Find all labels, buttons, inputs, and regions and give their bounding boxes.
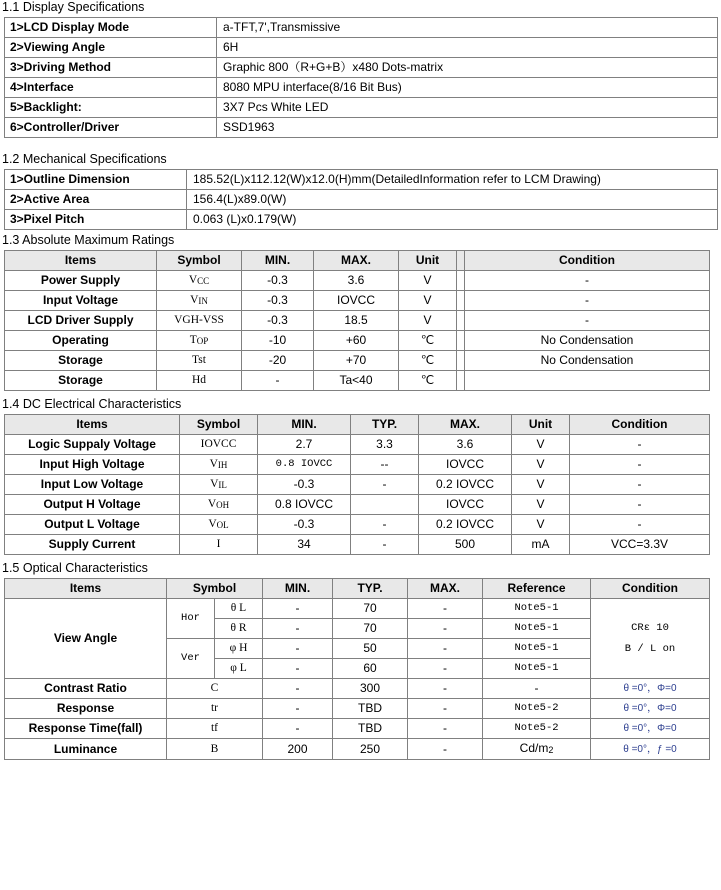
dc-typ xyxy=(351,495,419,515)
display-row-value: 6H xyxy=(217,38,718,58)
dc-min: 0.8 IOVCC xyxy=(258,455,351,475)
table-row xyxy=(5,271,710,291)
optical-min: - xyxy=(263,719,333,739)
optical-item: Luminance xyxy=(5,739,167,760)
section-title-display: 1.1 Display Specifications xyxy=(2,0,145,14)
absmax-item: Power Supply xyxy=(5,271,157,291)
optical-reference: Note5-1 xyxy=(483,619,591,639)
col-condition: Condition xyxy=(570,415,710,435)
table-row xyxy=(5,475,710,495)
dc-min: 0.8 IOVCC xyxy=(258,495,351,515)
dc-symbol: VOH xyxy=(180,495,258,515)
mechanical-row-label: 3>Pixel Pitch xyxy=(5,210,187,230)
table-row xyxy=(5,98,718,118)
optical-characteristics-table xyxy=(4,578,710,760)
col-symbol: Symbol xyxy=(180,415,258,435)
table-row xyxy=(5,371,710,391)
table-row xyxy=(5,699,710,719)
col-condition: Condition xyxy=(591,579,710,599)
table-row xyxy=(5,38,718,58)
optical-reference: Note5-1 xyxy=(483,599,591,619)
table-row xyxy=(5,118,718,138)
optical-max: - xyxy=(408,719,483,739)
absmax-min: -0.3 xyxy=(242,311,314,331)
section-title-optical: 1.5 Optical Characteristics xyxy=(2,561,148,575)
absmax-symbol: TOP xyxy=(157,331,242,351)
absmax-condition: - xyxy=(465,271,710,291)
col-condition: Condition xyxy=(465,251,710,271)
table-row xyxy=(5,58,718,78)
optical-view-angle-label: View Angle xyxy=(5,599,167,679)
optical-min: - xyxy=(263,659,333,679)
absmax-max: 3.6 xyxy=(314,271,399,291)
table-row xyxy=(5,291,710,311)
mechanical-row-label: 2>Active Area xyxy=(5,190,187,210)
optical-max: - xyxy=(408,599,483,619)
section-title-absolute-max: 1.3 Absolute Maximum Ratings xyxy=(2,233,175,247)
dc-item: Logic Suppaly Voltage xyxy=(5,435,180,455)
display-row-label: 5>Backlight: xyxy=(5,98,217,118)
optical-min: - xyxy=(263,639,333,659)
optical-symbol: tf xyxy=(167,719,263,739)
table-row xyxy=(5,739,710,760)
table-row xyxy=(5,170,718,190)
absmax-symbol: VCC xyxy=(157,271,242,291)
absmax-symbol: Hd xyxy=(157,371,242,391)
dc-symbol: VOL xyxy=(180,515,258,535)
table-row xyxy=(5,679,710,699)
absmax-symbol: VGH-VSS xyxy=(157,311,242,331)
table-row xyxy=(5,351,710,371)
table-row xyxy=(5,18,718,38)
absmax-min: -10 xyxy=(242,331,314,351)
absmax-item: Storage xyxy=(5,371,157,391)
dc-item: Output H Voltage xyxy=(5,495,180,515)
optical-max: - xyxy=(408,739,483,760)
table-header-row xyxy=(5,251,710,271)
optical-max: - xyxy=(408,699,483,719)
display-row-label: 6>Controller/Driver xyxy=(5,118,217,138)
absmax-condition xyxy=(465,371,710,391)
optical-item: Contrast Ratio xyxy=(5,679,167,699)
optical-direction-ver: Ver xyxy=(167,639,215,679)
dc-min: 2.7 xyxy=(258,435,351,455)
table-row xyxy=(5,495,710,515)
optical-typ: 70 xyxy=(333,599,408,619)
dc-typ: -- xyxy=(351,455,419,475)
optical-symbol: φ H xyxy=(215,639,263,659)
dc-min: -0.3 xyxy=(258,475,351,495)
table-row xyxy=(5,535,710,555)
col-min: MIN. xyxy=(242,251,314,271)
dc-unit: V xyxy=(512,435,570,455)
optical-reference: Note5-1 xyxy=(483,659,591,679)
dc-condition: VCC=3.3V xyxy=(570,535,710,555)
dc-max: 0.2 IOVCC xyxy=(419,515,512,535)
optical-condition: θ =0°，ƒ =0 xyxy=(591,739,710,760)
dc-max: 0.2 IOVCC xyxy=(419,475,512,495)
absmax-spacer xyxy=(457,311,465,331)
optical-min: - xyxy=(263,679,333,699)
dc-max: 3.6 xyxy=(419,435,512,455)
optical-item: Response Time(fall) xyxy=(5,719,167,739)
col-items: Items xyxy=(5,251,157,271)
dc-condition: - xyxy=(570,455,710,475)
optical-condition: θ =0°，Φ=0 xyxy=(591,699,710,719)
optical-direction-hor: Hor xyxy=(167,599,215,639)
display-row-value: 3X7 Pcs White LED xyxy=(217,98,718,118)
dc-typ: 3.3 xyxy=(351,435,419,455)
optical-max: - xyxy=(408,619,483,639)
optical-typ: 60 xyxy=(333,659,408,679)
col-symbol: Symbol xyxy=(157,251,242,271)
dc-item: Output L Voltage xyxy=(5,515,180,535)
absmax-max: 18.5 xyxy=(314,311,399,331)
display-row-value: SSD1963 xyxy=(217,118,718,138)
optical-max: - xyxy=(408,679,483,699)
absmax-condition: - xyxy=(465,311,710,331)
optical-typ: 70 xyxy=(333,619,408,639)
col-unit: Unit xyxy=(399,251,457,271)
dc-symbol: VIH xyxy=(180,455,258,475)
display-row-value: 8080 MPU interface(8/16 Bit Bus) xyxy=(217,78,718,98)
mechanical-row-value: 156.4(L)x89.0(W) xyxy=(187,190,718,210)
absmax-spacer xyxy=(457,291,465,311)
absmax-item: Operating xyxy=(5,331,157,351)
table-row xyxy=(5,210,718,230)
optical-reference: - xyxy=(483,679,591,699)
condition-line-2: B / L on xyxy=(624,642,676,655)
dc-min: -0.3 xyxy=(258,515,351,535)
dc-symbol: I xyxy=(180,535,258,555)
optical-symbol: θ R xyxy=(215,619,263,639)
col-typ: TYP. xyxy=(333,579,408,599)
absmax-max: +60 xyxy=(314,331,399,351)
col-symbol: Symbol xyxy=(167,579,263,599)
display-row-value: a-TFT,7',Transmissive xyxy=(217,18,718,38)
col-max: MAX. xyxy=(408,579,483,599)
col-max: MAX. xyxy=(314,251,399,271)
table-row xyxy=(5,515,710,535)
optical-reference: Note5-1 xyxy=(483,639,591,659)
optical-condition: θ =0°，Φ=0 xyxy=(591,719,710,739)
section-title-dc: 1.4 DC Electrical Characteristics xyxy=(2,397,182,411)
optical-reference: Note5-2 xyxy=(483,719,591,739)
dc-max: 500 xyxy=(419,535,512,555)
col-min: MIN. xyxy=(263,579,333,599)
optical-min: 200 xyxy=(263,739,333,760)
optical-typ: TBD xyxy=(333,719,408,739)
dc-typ: - xyxy=(351,515,419,535)
optical-reference: Note5-2 xyxy=(483,699,591,719)
dc-item: Input Low Voltage xyxy=(5,475,180,495)
dc-unit: V xyxy=(512,515,570,535)
dc-item: Supply Current xyxy=(5,535,180,555)
dc-unit: V xyxy=(512,495,570,515)
absmax-unit: V xyxy=(399,271,457,291)
col-items: Items xyxy=(5,579,167,599)
optical-min: - xyxy=(263,619,333,639)
display-row-label: 4>Interface xyxy=(5,78,217,98)
optical-typ: 50 xyxy=(333,639,408,659)
optical-typ: TBD xyxy=(333,699,408,719)
absmax-unit: ℃ xyxy=(399,351,457,371)
col-min: MIN. xyxy=(258,415,351,435)
absmax-min: - xyxy=(242,371,314,391)
col-spacer xyxy=(457,251,465,271)
optical-condition: θ =0°，Φ=0 xyxy=(591,679,710,699)
absmax-item: Storage xyxy=(5,351,157,371)
absmax-spacer xyxy=(457,351,465,371)
table-row xyxy=(5,599,710,619)
absmax-spacer xyxy=(457,331,465,351)
display-specifications-table xyxy=(4,17,718,138)
section-title-mechanical: 1.2 Mechanical Specifications xyxy=(2,152,167,166)
absmax-symbol: VIN xyxy=(157,291,242,311)
absolute-maximum-ratings-table xyxy=(4,250,710,391)
optical-min: - xyxy=(263,699,333,719)
absmax-symbol: Tst xyxy=(157,351,242,371)
table-row xyxy=(5,435,710,455)
dc-min: 34 xyxy=(258,535,351,555)
optical-symbol: B xyxy=(167,739,263,760)
absmax-spacer xyxy=(457,371,465,391)
absmax-max: IOVCC xyxy=(314,291,399,311)
optical-typ: 300 xyxy=(333,679,408,699)
dc-max: IOVCC xyxy=(419,495,512,515)
display-row-label: 2>Viewing Angle xyxy=(5,38,217,58)
dc-electrical-characteristics-table xyxy=(4,414,710,555)
optical-symbol: C xyxy=(167,679,263,699)
table-row xyxy=(5,78,718,98)
optical-min: - xyxy=(263,599,333,619)
col-typ: TYP. xyxy=(351,415,419,435)
optical-symbol: φ L xyxy=(215,659,263,679)
absmax-item: LCD Driver Supply xyxy=(5,311,157,331)
dc-unit: V xyxy=(512,455,570,475)
mechanical-specifications-table xyxy=(4,169,718,230)
table-header-row xyxy=(5,415,710,435)
optical-item: Response xyxy=(5,699,167,719)
dc-condition: - xyxy=(570,515,710,535)
table-row xyxy=(5,455,710,475)
condition-line-1: CRε 10 xyxy=(631,621,669,634)
table-header-row xyxy=(5,579,710,599)
col-max: MAX. xyxy=(419,415,512,435)
dc-item: Input High Voltage xyxy=(5,455,180,475)
dc-symbol: VIL xyxy=(180,475,258,495)
mechanical-row-label: 1>Outline Dimension xyxy=(5,170,187,190)
optical-typ: 250 xyxy=(333,739,408,760)
col-unit: Unit xyxy=(512,415,570,435)
absmax-spacer xyxy=(457,271,465,291)
dc-typ: - xyxy=(351,535,419,555)
absmax-max: +70 xyxy=(314,351,399,371)
optical-max: - xyxy=(408,659,483,679)
optical-symbol: tr xyxy=(167,699,263,719)
absmax-item: Input Voltage xyxy=(5,291,157,311)
dc-condition: - xyxy=(570,495,710,515)
dc-symbol: IOVCC xyxy=(180,435,258,455)
mechanical-row-value: 0.063 (L)x0.179(W) xyxy=(187,210,718,230)
absmax-unit: V xyxy=(399,291,457,311)
dc-max: IOVCC xyxy=(419,455,512,475)
absmax-condition: No Condensation xyxy=(465,331,710,351)
col-reference: Reference xyxy=(483,579,591,599)
absmax-min: -0.3 xyxy=(242,271,314,291)
dc-condition: - xyxy=(570,475,710,495)
table-row xyxy=(5,190,718,210)
absmax-condition: No Condensation xyxy=(465,351,710,371)
absmax-condition: - xyxy=(465,291,710,311)
col-items: Items xyxy=(5,415,180,435)
absmax-min: -20 xyxy=(242,351,314,371)
dc-unit: mA xyxy=(512,535,570,555)
absmax-max: Ta<40 xyxy=(314,371,399,391)
dc-condition: - xyxy=(570,435,710,455)
table-row xyxy=(5,311,710,331)
dc-unit: V xyxy=(512,475,570,495)
absmax-unit: ℃ xyxy=(399,371,457,391)
optical-reference: Cd/m2 xyxy=(483,739,591,760)
table-row xyxy=(5,719,710,739)
display-row-label: 3>Driving Method xyxy=(5,58,217,78)
display-row-value: Graphic 800（R+G+B）x480 Dots-matrix xyxy=(217,58,718,78)
optical-max: - xyxy=(408,639,483,659)
absmax-unit: V xyxy=(399,311,457,331)
optical-view-angle-condition xyxy=(591,599,710,679)
dc-typ: - xyxy=(351,475,419,495)
absmax-unit: ℃ xyxy=(399,331,457,351)
absmax-min: -0.3 xyxy=(242,291,314,311)
display-row-label: 1>LCD Display Mode xyxy=(5,18,217,38)
table-row xyxy=(5,331,710,351)
mechanical-row-value: 185.52(L)x112.12(W)x12.0(H)mm(DetailedInformation refer to LCM Drawing) xyxy=(187,170,718,190)
optical-symbol: θ L xyxy=(215,599,263,619)
